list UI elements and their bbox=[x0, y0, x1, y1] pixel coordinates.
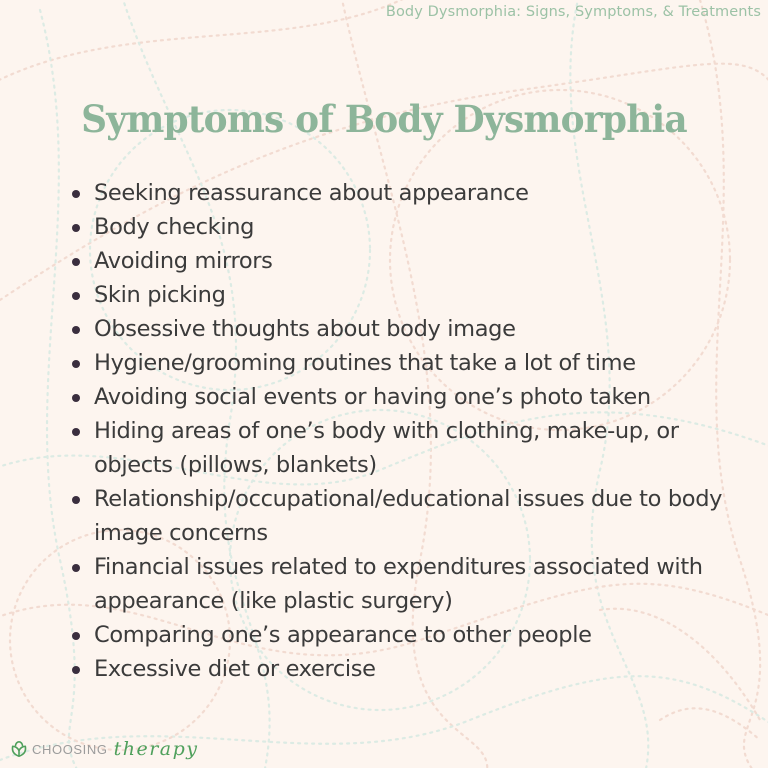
list-item bbox=[72, 618, 752, 652]
bullet-icon bbox=[72, 666, 80, 674]
list-item bbox=[72, 652, 752, 686]
page-title: Symptoms of Body Dysmorphia bbox=[81, 97, 687, 141]
bullet-icon bbox=[72, 292, 80, 300]
list-item-text: Avoiding social events or having one’s photo taken bbox=[94, 384, 651, 410]
list-item-text: Skin picking bbox=[94, 282, 226, 308]
symptoms-list bbox=[72, 176, 752, 686]
list-item-text: Obsessive thoughts about body image bbox=[94, 316, 516, 342]
bullet-icon bbox=[72, 360, 80, 368]
bullet-icon bbox=[72, 190, 80, 198]
bullet-icon bbox=[72, 632, 80, 640]
list-item-text: Comparing one’s appearance to other people bbox=[94, 622, 592, 648]
bullet-icon bbox=[72, 496, 80, 504]
list-item bbox=[72, 312, 752, 346]
list-item bbox=[72, 244, 752, 278]
list-item-text: Avoiding mirrors bbox=[94, 248, 273, 274]
bullet-icon bbox=[72, 224, 80, 232]
list-item-text: Relationship/occupational/educational issues due to body image concerns bbox=[94, 486, 723, 546]
bullet-icon bbox=[72, 394, 80, 402]
logo-choosing-text: CHOOSING bbox=[32, 741, 108, 757]
list-item-text: Seeking reassurance about appearance bbox=[94, 180, 529, 206]
header-caption: Body Dysmorphia: Signs, Symptoms, & Treatments bbox=[385, 4, 761, 20]
list-item bbox=[72, 380, 752, 414]
list-item bbox=[72, 346, 752, 380]
list-item bbox=[72, 210, 752, 244]
logo-therapy-text: therapy bbox=[113, 738, 199, 760]
list-item bbox=[72, 482, 752, 550]
list-item bbox=[72, 176, 752, 210]
bullet-icon bbox=[72, 564, 80, 572]
list-item-text: Financial issues related to expenditures associated with appearance (like plastic surgery) bbox=[94, 554, 703, 614]
leaf-heart-icon bbox=[10, 740, 28, 758]
bullet-icon bbox=[72, 326, 80, 334]
list-item bbox=[72, 414, 752, 482]
bullet-icon bbox=[72, 258, 80, 266]
list-item-text: Hiding areas of one’s body with clothing, make-up, or objects (pillows, blankets) bbox=[94, 418, 679, 478]
choosing-therapy-logo bbox=[10, 738, 199, 760]
list-item bbox=[72, 550, 752, 618]
list-item-text: Hygiene/grooming routines that take a lot of time bbox=[94, 350, 636, 376]
bullet-icon bbox=[72, 428, 80, 436]
list-item-text: Excessive diet or exercise bbox=[94, 656, 376, 682]
list-item-text: Body checking bbox=[94, 214, 255, 240]
list-item bbox=[72, 278, 752, 312]
